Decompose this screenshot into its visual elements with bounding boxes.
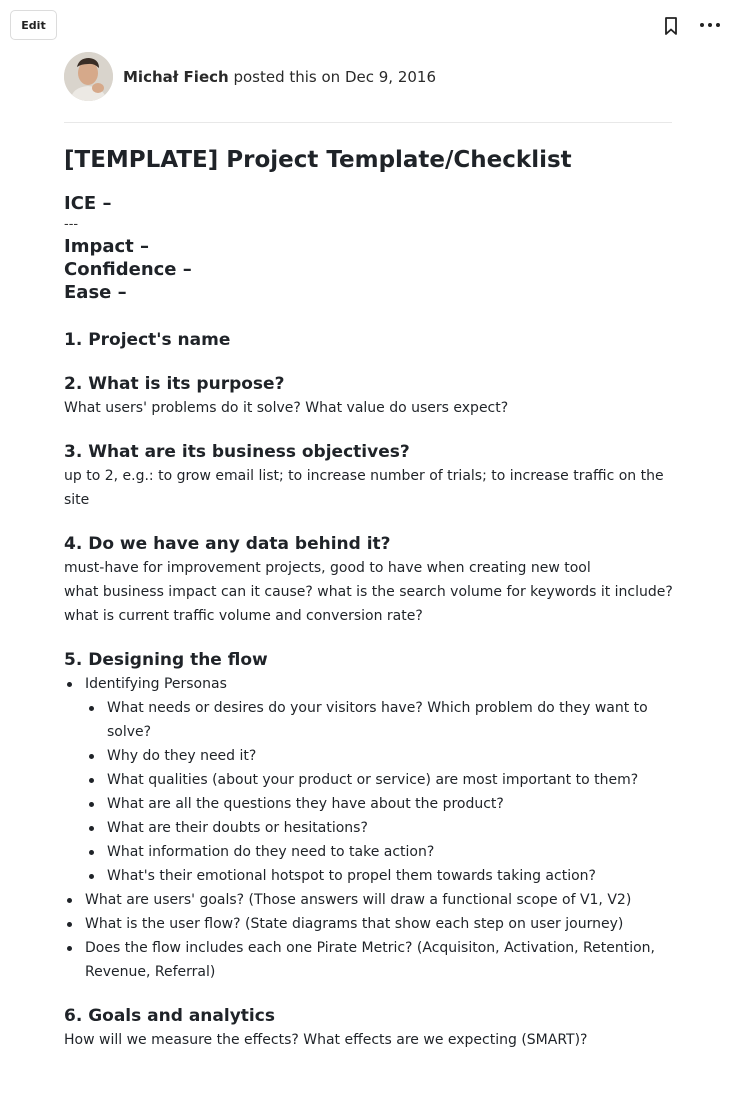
section-heading: 1. Project's name [64, 330, 231, 350]
ice-block [64, 192, 684, 304]
section-project-name [64, 328, 684, 352]
section-data [64, 532, 684, 628]
list-item: What is the user flow? (State diagrams that show each step on user journey) [64, 912, 684, 936]
section-heading: 2. What is its purpose? [64, 374, 285, 394]
list-item: What qualities (about your product or service) are most important to them? [86, 768, 684, 792]
section-goals-analytics [64, 1004, 684, 1052]
list-item: What needs or desires do your visitors have? Which problem do they want to solve? [86, 696, 684, 744]
section-text-line-1: must-have for improvement projects, good to have when creating new tool [64, 560, 591, 576]
impact-line: Impact – [64, 236, 150, 257]
ice-line: ICE – [64, 193, 112, 214]
edit-button[interactable]: Edit [10, 10, 57, 40]
bookmark-icon[interactable] [663, 16, 679, 36]
list-item: Identifying Personas [64, 672, 684, 696]
section-text: How will we measure the effects? What effects are we expecting (SMART)? [64, 1032, 588, 1048]
list-item: What information do they need to take action? [86, 840, 684, 864]
header-divider [64, 122, 672, 123]
section-heading: 5. Designing the flow [64, 650, 268, 670]
personas-sublist [86, 696, 684, 888]
ice-separator: --- [64, 217, 79, 232]
avatar[interactable] [64, 52, 113, 101]
list-item: What are their doubts or hesitations? [86, 816, 684, 840]
post-meta: posted this on Dec 9, 2016 [228, 67, 437, 86]
list-item: Why do they need it? [86, 744, 684, 768]
section-purpose [64, 372, 684, 420]
page-title: [TEMPLATE] Project Template/Checklist [64, 147, 572, 173]
more-horizontal-icon[interactable] [699, 17, 721, 33]
nested-list-wrapper [64, 696, 684, 888]
section-text: What users' problems do it solve? What value do users expect? [64, 400, 509, 416]
section-text-line-2: what business impact can it cause? what is the search volume for keywords it include? what is current traffic volume and conversion rate? [64, 584, 673, 624]
ease-line: Ease – [64, 282, 127, 303]
section-designing-flow [64, 648, 684, 984]
list-item: What's their emotional hotspot to propel them towards taking action? [86, 864, 684, 888]
post-body [64, 142, 684, 1052]
section-text: up to 2, e.g.: to grow email list; to increase number of trials; to increase traffic on the site [64, 468, 664, 508]
section-heading: 6. Goals and analytics [64, 1006, 275, 1026]
list-item: Does the flow includes each one Pirate Metric? (Acquisiton, Activation, Retention, Revenue, Referral) [64, 936, 684, 984]
list-item: What are all the questions they have about the product? [86, 792, 684, 816]
section-heading: 3. What are its business objectives? [64, 442, 410, 462]
flow-list [64, 672, 684, 984]
section-heading: 4. Do we have any data behind it? [64, 534, 391, 554]
author-name[interactable]: Michał Fiech [123, 67, 229, 86]
section-business-objectives [64, 440, 684, 512]
post-header [64, 52, 436, 101]
list-item: What are users' goals? (Those answers will draw a functional scope of V1, V2) [64, 888, 684, 912]
post-byline [123, 68, 436, 86]
confidence-line: Confidence – [64, 259, 192, 280]
